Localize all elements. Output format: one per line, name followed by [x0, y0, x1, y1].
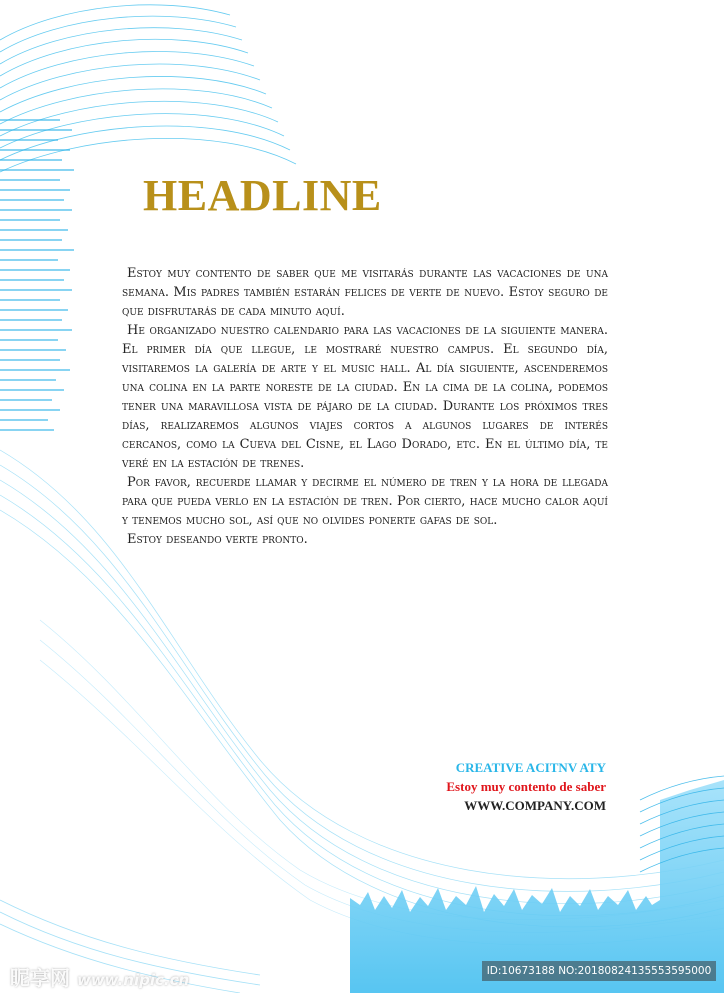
paragraph: Estoy muy contento de saber que me visitarás durante las vacaciones de una semana. Mis padres también estarán felices de verte de nuevo. Estoy seguro de que disfrutarás de cada minuto aquí.: [122, 266, 608, 319]
footer-tagline: CREATIVE ACITNV ATY: [455, 760, 606, 775]
image-id-label: ID:10673188 NO:20180824135553595000: [482, 961, 716, 981]
footer-website-link[interactable]: WWW.COMPANY.COM: [464, 798, 606, 813]
footer-subtitle: Estoy muy contento de saber: [446, 779, 606, 794]
watermark-url: www.nipic.cn: [76, 971, 190, 989]
headline: HEADLINE: [143, 171, 382, 220]
footer-block: [446, 758, 606, 815]
paragraph: Por favor, recuerde llamar y decirme el número de tren y la hora de llegada para que pueda verlo en la estación de tren. Por cierto, hace mucho calor aquí y tenemos mucho sol, así que no olvides ponerte gafas de sol.: [122, 475, 608, 528]
paragraph: He organizado nuestro calendario para las vacaciones de la siguiente manera. El primer día que llegue, le mostraré nuestro campus. El segundo día, visitaremos la galería de arte y el music hall. Al día siguiente, ascenderemos una colina en la parte noreste de la ciudad. En la cima de la colina, podemos tener una maravillosa vista de pájaro de la ciudad. Durante los próximos tres días, realizaremos algunos viajes cortos a algunos lugares de interés cercanos, como la Cueva del Cisne, el Lago Dorado, etc. En el último día, te veré en la estación de trenes.: [122, 323, 608, 471]
watermark: [10, 962, 189, 991]
left-edge-stripes: [0, 120, 74, 430]
letter-body: [122, 264, 608, 549]
top-left-wave: [0, 5, 296, 172]
paragraph: Estoy deseando verte pronto.: [127, 532, 308, 547]
watermark-brand: 昵享网: [10, 966, 70, 990]
faint-lower-wave: [40, 620, 724, 945]
